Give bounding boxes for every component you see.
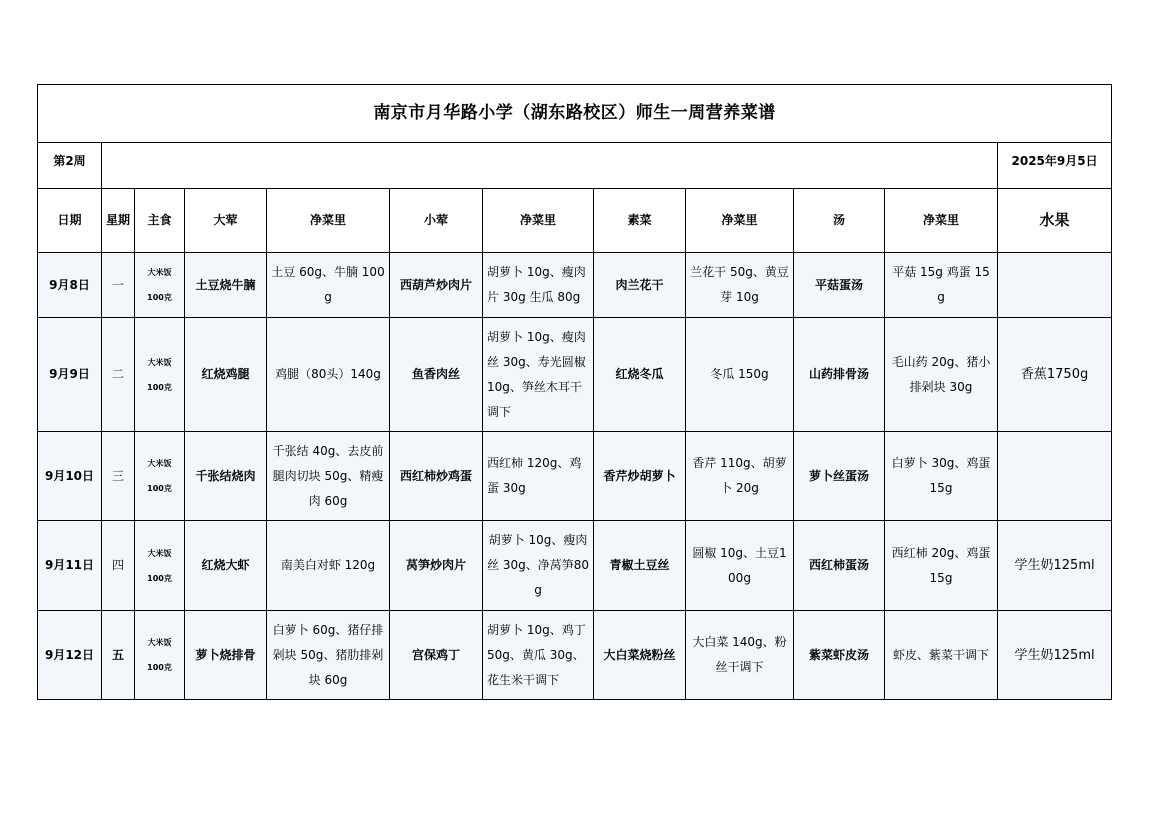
header-small-meat: 小荤 [390, 189, 483, 253]
row-small-meat-qty: 胡萝卜 10g、瘦肉丝 30g、寿光圆椒10g、笋丝木耳干调下 [483, 318, 594, 432]
row-date: 9月10日 [38, 432, 102, 521]
header-soup: 汤 [794, 189, 885, 253]
row-soup: 紫菜虾皮汤 [794, 611, 885, 700]
header-weekday: 星期 [102, 189, 135, 253]
row-big-meat-qty: 鸡腿（80头）140g [267, 318, 390, 432]
info-spacer [102, 143, 998, 189]
row-weekday: 一 [102, 253, 135, 318]
row-soup-qty: 毛山药 20g、猪小排剁块 30g [885, 318, 998, 432]
row-veg: 大白菜烧粉丝 [594, 611, 686, 700]
row-small-meat: 宫保鸡丁 [390, 611, 483, 700]
row-big-meat: 萝卜烧排骨 [185, 611, 267, 700]
staple-qty: 100克 [147, 573, 172, 583]
row-small-meat: 西葫芦炒肉片 [390, 253, 483, 318]
row-weekday: 二 [102, 318, 135, 432]
row-soup-qty: 虾皮、紫菜干调下 [885, 611, 998, 700]
row-veg: 红烧冬瓜 [594, 318, 686, 432]
row-weekday: 五 [102, 611, 135, 700]
table-row [38, 521, 1112, 611]
row-veg-qty: 兰花干 50g、黄豆芽 10g [686, 253, 794, 318]
row-date: 9月11日 [38, 521, 102, 611]
table-row [38, 611, 1112, 700]
header-small-meat-qty: 净菜里 [483, 189, 594, 253]
week-label: 第2周 [38, 143, 102, 189]
row-soup-qty: 平菇 15g 鸡蛋 15g [885, 253, 998, 318]
header-big-meat-qty: 净菜里 [267, 189, 390, 253]
row-staple [135, 521, 185, 611]
row-small-meat: 鱼香肉丝 [390, 318, 483, 432]
row-small-meat-qty: 胡萝卜 10g、瘦肉片 30g 生瓜 80g [483, 253, 594, 318]
header-staple: 主食 [135, 189, 185, 253]
row-fruit: 学生奶125ml [998, 611, 1112, 700]
staple-name: 大米饭 [147, 268, 172, 277]
row-date: 9月12日 [38, 611, 102, 700]
header-big-meat: 大荤 [185, 189, 267, 253]
row-small-meat: 西红柿炒鸡蛋 [390, 432, 483, 521]
staple-qty: 100克 [147, 484, 172, 493]
row-veg: 香芹炒胡萝卜 [594, 432, 686, 521]
menu-table [37, 84, 1112, 700]
table-row [38, 432, 1112, 521]
row-fruit: 香蕉1750g [998, 318, 1112, 432]
page-title: 南京市月华路小学（湖东路校区）师生一周营养菜谱 [38, 85, 1112, 143]
staple-qty: 100克 [147, 382, 172, 392]
row-big-meat: 千张结烧肉 [185, 432, 267, 521]
row-staple [135, 432, 185, 521]
staple-name: 大米饭 [147, 548, 172, 558]
report-date: 2025年9月5日 [998, 143, 1112, 189]
row-veg-qty: 圆椒 10g、土豆100g [686, 521, 794, 611]
header-date: 日期 [38, 189, 102, 253]
row-veg-qty: 香芹 110g、胡萝卜 20g [686, 432, 794, 521]
row-veg: 青椒土豆丝 [594, 521, 686, 611]
staple-name: 大米饭 [147, 459, 172, 468]
row-big-meat-qty: 白萝卜 60g、猪仔排剁块 50g、猪肋排剁块 60g [267, 611, 390, 700]
row-big-meat: 红烧大虾 [185, 521, 267, 611]
staple-name: 大米饭 [147, 357, 172, 367]
row-big-meat-qty: 土豆 60g、牛腩 100g [267, 253, 390, 318]
row-soup: 萝卜丝蛋汤 [794, 432, 885, 521]
header-soup-qty: 净菜里 [885, 189, 998, 253]
row-fruit [998, 253, 1112, 318]
row-small-meat-qty: 胡萝卜 10g、鸡丁50g、黄瓜 30g、花生米干调下 [483, 611, 594, 700]
staple-qty: 100克 [147, 293, 172, 302]
row-big-meat-qty: 南美白对虾 120g [267, 521, 390, 611]
row-weekday: 三 [102, 432, 135, 521]
row-small-meat-qty: 胡萝卜 10g、瘦肉丝 30g、净莴笋80g [483, 521, 594, 611]
row-date: 9月9日 [38, 318, 102, 432]
header-veg-qty: 净菜里 [686, 189, 794, 253]
row-fruit: 学生奶125ml [998, 521, 1112, 611]
row-veg-qty: 大白菜 140g、粉丝干调下 [686, 611, 794, 700]
row-soup: 山药排骨汤 [794, 318, 885, 432]
row-veg: 肉兰花干 [594, 253, 686, 318]
row-soup: 平菇蛋汤 [794, 253, 885, 318]
row-big-meat: 土豆烧牛腩 [185, 253, 267, 318]
row-fruit [998, 432, 1112, 521]
row-big-meat-qty: 千张结 40g、去皮前腿肉切块 50g、精瘦肉 60g [267, 432, 390, 521]
row-soup: 西红柿蛋汤 [794, 521, 885, 611]
header-fruit: 水果 [998, 189, 1112, 253]
header-veg: 素菜 [594, 189, 686, 253]
row-soup-qty: 西红柿 20g、鸡蛋15g [885, 521, 998, 611]
row-staple [135, 611, 185, 700]
row-staple [135, 253, 185, 318]
row-small-meat-qty: 西红柿 120g、鸡蛋 30g [483, 432, 594, 521]
table-row [38, 318, 1112, 432]
row-staple [135, 318, 185, 432]
staple-name: 大米饭 [147, 638, 172, 647]
staple-qty: 100克 [147, 663, 172, 672]
row-date: 9月8日 [38, 253, 102, 318]
table-row [38, 253, 1112, 318]
row-veg-qty: 冬瓜 150g [686, 318, 794, 432]
row-soup-qty: 白萝卜 30g、鸡蛋15g [885, 432, 998, 521]
row-small-meat: 莴笋炒肉片 [390, 521, 483, 611]
row-big-meat: 红烧鸡腿 [185, 318, 267, 432]
row-weekday: 四 [102, 521, 135, 611]
